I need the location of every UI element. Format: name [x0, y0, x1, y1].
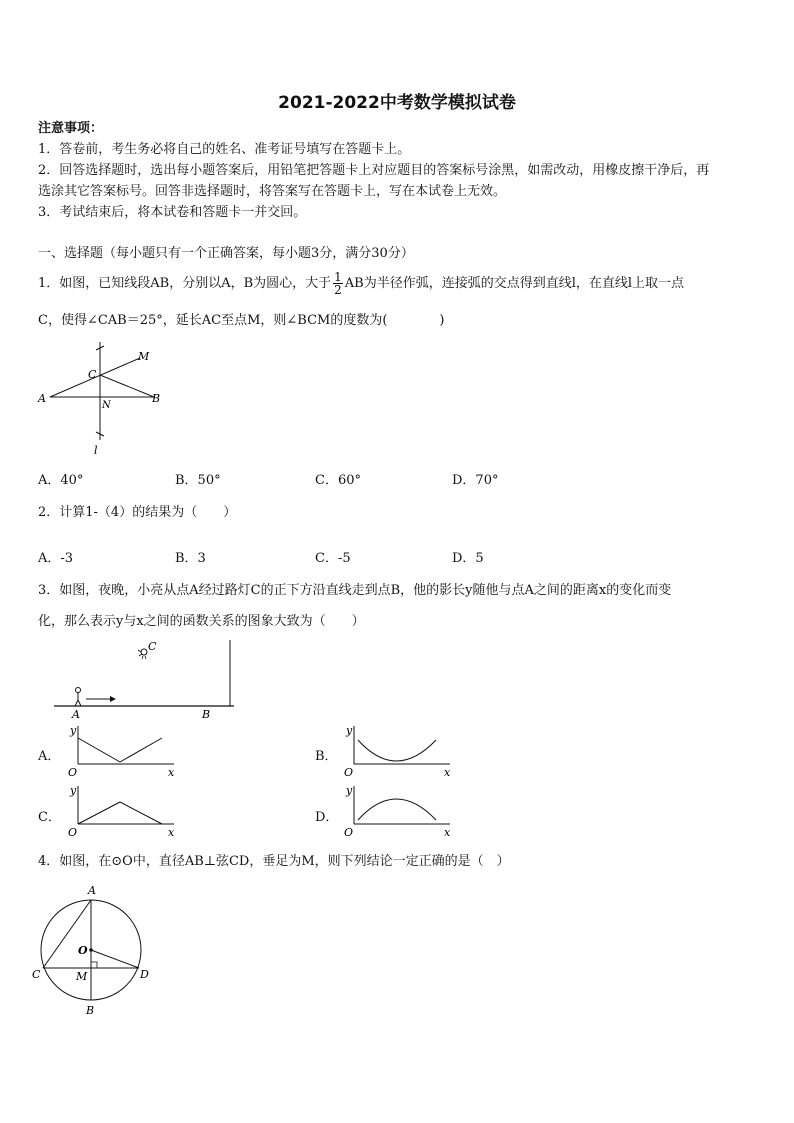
graph-c-origin-label: O: [68, 826, 78, 839]
notice-item-2-cont: 选涂其它答案标号。回答非选择题时，将答案写在答题卡上，写在本试卷上无效。: [38, 184, 507, 199]
q3-graph-b: [338, 722, 458, 780]
q1-fraction: [333, 271, 343, 296]
graph-b-curve: [358, 740, 436, 761]
arrow-head-icon: [110, 696, 116, 702]
q1-option-b: B．50°: [175, 473, 221, 488]
q3-label-b: B: [202, 708, 211, 721]
q3-option-d-label: D．: [315, 810, 339, 825]
q3-graph-c: [62, 782, 182, 840]
q4-segment-ac: [43, 900, 91, 968]
q4-right-angle-mark: [91, 962, 97, 968]
q4-stem: 4．如图，在⊙O中，直径AB⊥弦CD，垂足为M，则下列结论一定正确的是（ ）: [38, 854, 510, 869]
graph-a-y-label: y: [70, 724, 77, 737]
notice-item-1: 1．答卷前，考生务必将自己的姓名、准考证号填写在答题卡上。: [38, 142, 411, 157]
q4-label-o: O: [78, 944, 88, 957]
q2-option-c: C．-5: [315, 551, 351, 566]
q1-stem-line1: [38, 270, 684, 298]
q1-stem-line2: C，使得∠CAB＝25°，延长AC至点M，则∠BCM的度数为( ): [38, 313, 445, 328]
notice-item-3: 3．考试结束后，将本试卷和答题卡一并交回。: [38, 205, 307, 220]
graph-d-curve: [358, 799, 436, 820]
q1-figure: [36, 340, 166, 460]
q3-graph-a: [62, 722, 182, 780]
graph-a-x-label: x: [168, 766, 175, 779]
notice-heading: 注意事项：: [38, 121, 104, 136]
graph-d-y-label: y: [346, 784, 353, 797]
q1-text-a: 1．如图，已知线段AB，分别以A，B为圆心，大于: [38, 276, 332, 291]
q1-segment-cb: [100, 375, 154, 397]
q1-option-a: A．40°: [38, 473, 84, 488]
graph-c-curve-1: [78, 802, 120, 824]
q1-frac-num: 1: [334, 270, 342, 284]
q2-option-a: A．-3: [38, 551, 74, 566]
q4-label-d: D: [140, 968, 149, 981]
q3-option-c-label: C．: [38, 810, 61, 825]
q3-scene-figure: [54, 636, 236, 722]
q1-option-c: C．60°: [315, 473, 361, 488]
q1-option-d: D．70°: [452, 473, 499, 488]
q1-label-b: B: [152, 392, 161, 405]
q2-stem: 2．计算1-（4）的结果为（ ）: [38, 505, 237, 520]
q3-stem-line1: 3．如图，夜晚，小亮从点A经过路灯C的正下方沿直线走到点B，他的影长y随他与点A之间的距离x的变化而变: [38, 583, 672, 598]
graph-c-curve-2: [120, 802, 162, 824]
notice-item-2: 2．回答选择题时，选出每小题答案后，用铅笔把答题卡上对应题目的答案标号涂黑，如需改动，用橡皮擦干净后，再: [38, 163, 710, 178]
graph-d-x-label: x: [444, 826, 451, 839]
graph-c-x-label: x: [168, 826, 175, 839]
q1-frac-den: 2: [334, 283, 342, 297]
q4-label-c: C: [32, 968, 41, 981]
graph-d-origin-label: O: [344, 826, 354, 839]
graph-b-y-label: y: [346, 724, 353, 737]
graph-b-origin-label: O: [344, 766, 354, 779]
section-heading: 一、选择题（每小题只有一个正确答案，每小题3分，满分30分）: [38, 246, 414, 261]
graph-b-x-label: x: [444, 766, 451, 779]
graph-a-curve-2: [120, 738, 162, 762]
q2-option-d: D．5: [452, 551, 484, 566]
q4-label-a: A: [88, 884, 96, 897]
q2-option-b: B．3: [175, 551, 206, 566]
q1-label-l: l: [94, 444, 98, 457]
q3-label-c: C: [148, 640, 157, 653]
graph-c-y-label: y: [70, 784, 77, 797]
q4-segment-od: [91, 950, 139, 968]
q3-label-a: A: [72, 708, 80, 721]
q3-option-a-label: A．: [38, 749, 61, 764]
q1-label-m: M: [138, 350, 150, 363]
person-icon: [76, 688, 81, 693]
q1-text-b: AB为半径作弧，连接弧的交点得到直线l，在直线l上取一点: [344, 276, 685, 291]
q1-label-a: A: [38, 392, 46, 405]
graph-a-curve-1: [78, 738, 120, 762]
q4-figure: [30, 880, 160, 1020]
graph-a-origin-label: O: [68, 766, 78, 779]
page-title: 2021-2022中考数学模拟试卷: [278, 93, 516, 113]
q4-label-b: B: [86, 1004, 95, 1017]
q1-label-n: N: [102, 400, 111, 411]
q3-stem-line2: 化，那么表示y与x之间的函数关系的图象大致为（ ）: [38, 614, 365, 629]
q3-option-b-label: B．: [315, 749, 338, 764]
q4-center-point: [89, 948, 93, 952]
q3-graph-d: [338, 782, 458, 840]
q1-label-c: C: [88, 368, 97, 381]
q4-label-m: M: [76, 970, 88, 983]
